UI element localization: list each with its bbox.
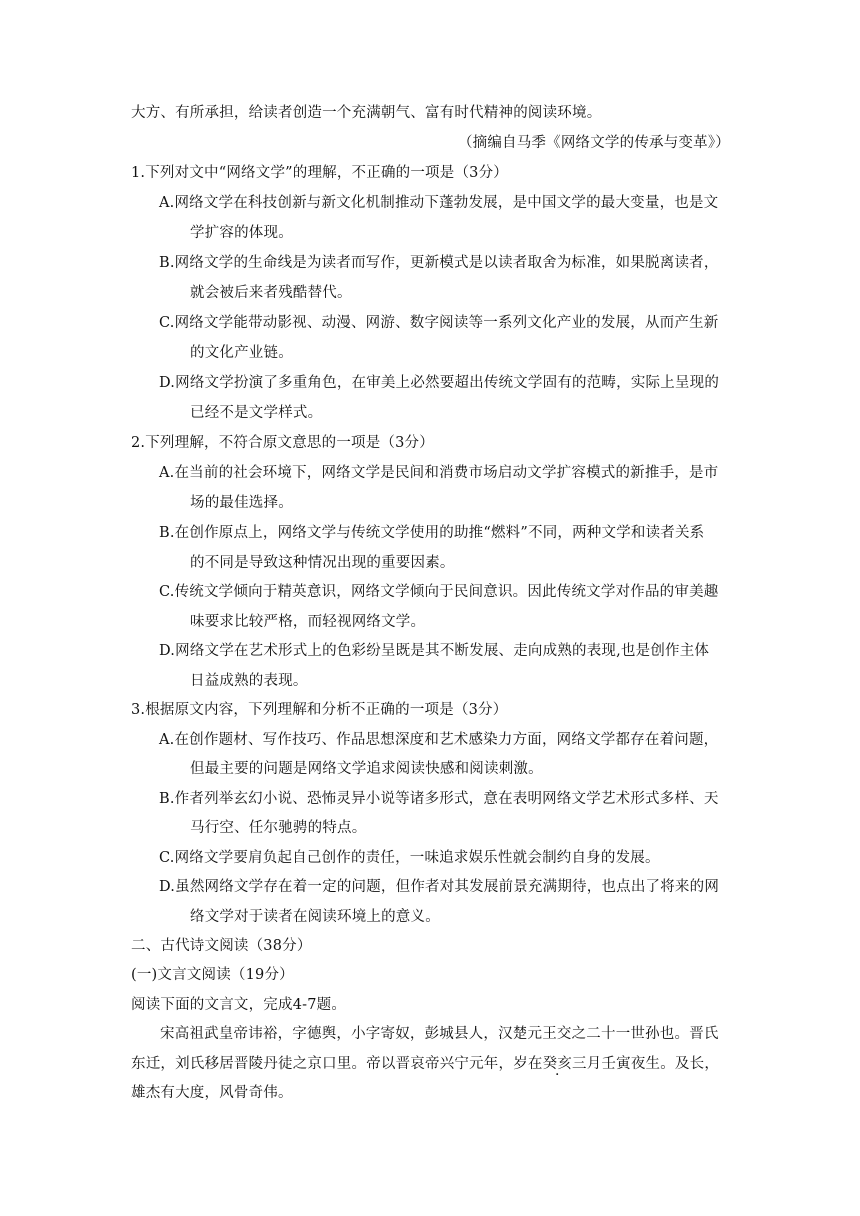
- classical-text-line-1: 宋高祖武皇帝讳裕，字德舆，小字寄奴，彭城县人，汉楚元王交之二十一世孙也。晋氏: [160, 1026, 719, 1042]
- question-3: 3.根据原文内容，下列理解和分析不正确的一项是（3分）: [131, 702, 508, 718]
- question-1: 1.下列对文中“网络文学”的理解，不正确的一项是（3分）: [131, 165, 508, 181]
- q3-option-d-cont: 络文学对于读者在阅读环境上的意义。: [190, 909, 440, 925]
- reading-instruction: 阅读下面的文言文，完成4-7题。: [131, 997, 347, 1013]
- classical-text-segment: 东迁，刘氏移居晋陵丹徒之京口里。帝以晋哀帝兴宁元年，岁在: [131, 1056, 543, 1072]
- q1-option-b: B.网络文学的生命线是为读者而写作，更新模式是以读者取舍为标准，如果脱离读者，: [159, 255, 719, 271]
- source-citation: （摘编自马季《网络文学的传承与变革》）: [457, 135, 730, 151]
- intro-tail-text: 大方、有所承担，给读者创造一个充满朝气、富有时代精神的阅读环境。: [131, 105, 602, 121]
- q1-option-d-cont: 已经不是文学样式。: [190, 405, 323, 421]
- question-2: 2.下列理解，不符合原文意思的一项是（3分）: [131, 435, 434, 451]
- classical-text-line-2: [131, 1052, 719, 1073]
- q1-option-b-cont: 就会被后来者残酷替代。: [190, 285, 352, 301]
- q2-option-d-cont: 日益成熟的表现。: [190, 673, 308, 689]
- q2-option-a: A.在当前的社会环境下，网络文学是民间和消费市场启动文学扩容模式的新推手，是市: [159, 465, 719, 481]
- q1-option-a: A.网络文学在科技创新与新文化机制推动下蓬勃发展，是中国文学的最大变量，也是文: [159, 195, 719, 211]
- q2-option-b-cont: 的不同是导致这种情况出现的重要因素。: [190, 555, 455, 571]
- classical-text-segment: 三月壬寅夜生。及长，: [572, 1056, 720, 1072]
- q2-option-c-cont: 味要求比较严格，而轻视网络文学。: [190, 614, 426, 630]
- q1-option-a-cont: 学扩容的体现。: [190, 225, 293, 241]
- q3-option-d: D.虽然网络文学存在着一定的问题，但作者对其发展前景充满期待，也点出了将来的网: [159, 879, 720, 895]
- q2-option-c: C.传统文学倾向于精英意识，网络文学倾向于民间意识。因此传统文学对作品的审美趣: [159, 584, 719, 600]
- q2-option-a-cont: 场的最佳选择。: [190, 495, 293, 511]
- q1-option-d: D.网络文学扮演了多重角色，在审美上必然要超出传统文学固有的范畴，实际上呈现的: [159, 375, 720, 391]
- q3-option-a-cont: 但最主要的问题是网络文学追求阅读快感和阅读刺激。: [190, 761, 543, 777]
- q3-option-c: C.网络文学要肩负起自己创作的责任，一味追求娱乐性就会制约自身的发展。: [159, 850, 660, 866]
- q2-option-d: D.网络文学在艺术形式上的色彩纷呈既是其不断发展、走向成熟的表现,也是创作主体: [159, 643, 710, 659]
- emphasized-term: 癸亥: [542, 1056, 573, 1072]
- q3-option-b-cont: 马行空、任尔驰骋的特点。: [190, 820, 367, 836]
- q1-option-c: C.网络文学能带动影视、动漫、网游、数字阅读等一系列文化产业的发展，从而产生新: [159, 315, 719, 331]
- q2-option-b: B.在创作原点上，网络文学与传统文学使用的助推“燃料”不同，两种文学和读者关系: [159, 525, 705, 541]
- q1-option-c-cont: 的文化产业链。: [190, 345, 293, 361]
- section-2-heading: 二、古代诗文阅读（38分）: [131, 938, 312, 954]
- q3-option-b: B.作者列举玄幻小说、恐怖灵异小说等诸多形式，意在表明网络文学艺术形式多样、天: [159, 791, 719, 807]
- subsection-heading: (一)文言文阅读（19分）: [131, 967, 294, 983]
- classical-text-line-3: 雄杰有大度，风骨奇伟。: [131, 1085, 293, 1101]
- q3-option-a: A.在创作题材、写作技巧、作品思想深度和艺术感染力方面，网络文学都存在着问题，: [159, 732, 719, 748]
